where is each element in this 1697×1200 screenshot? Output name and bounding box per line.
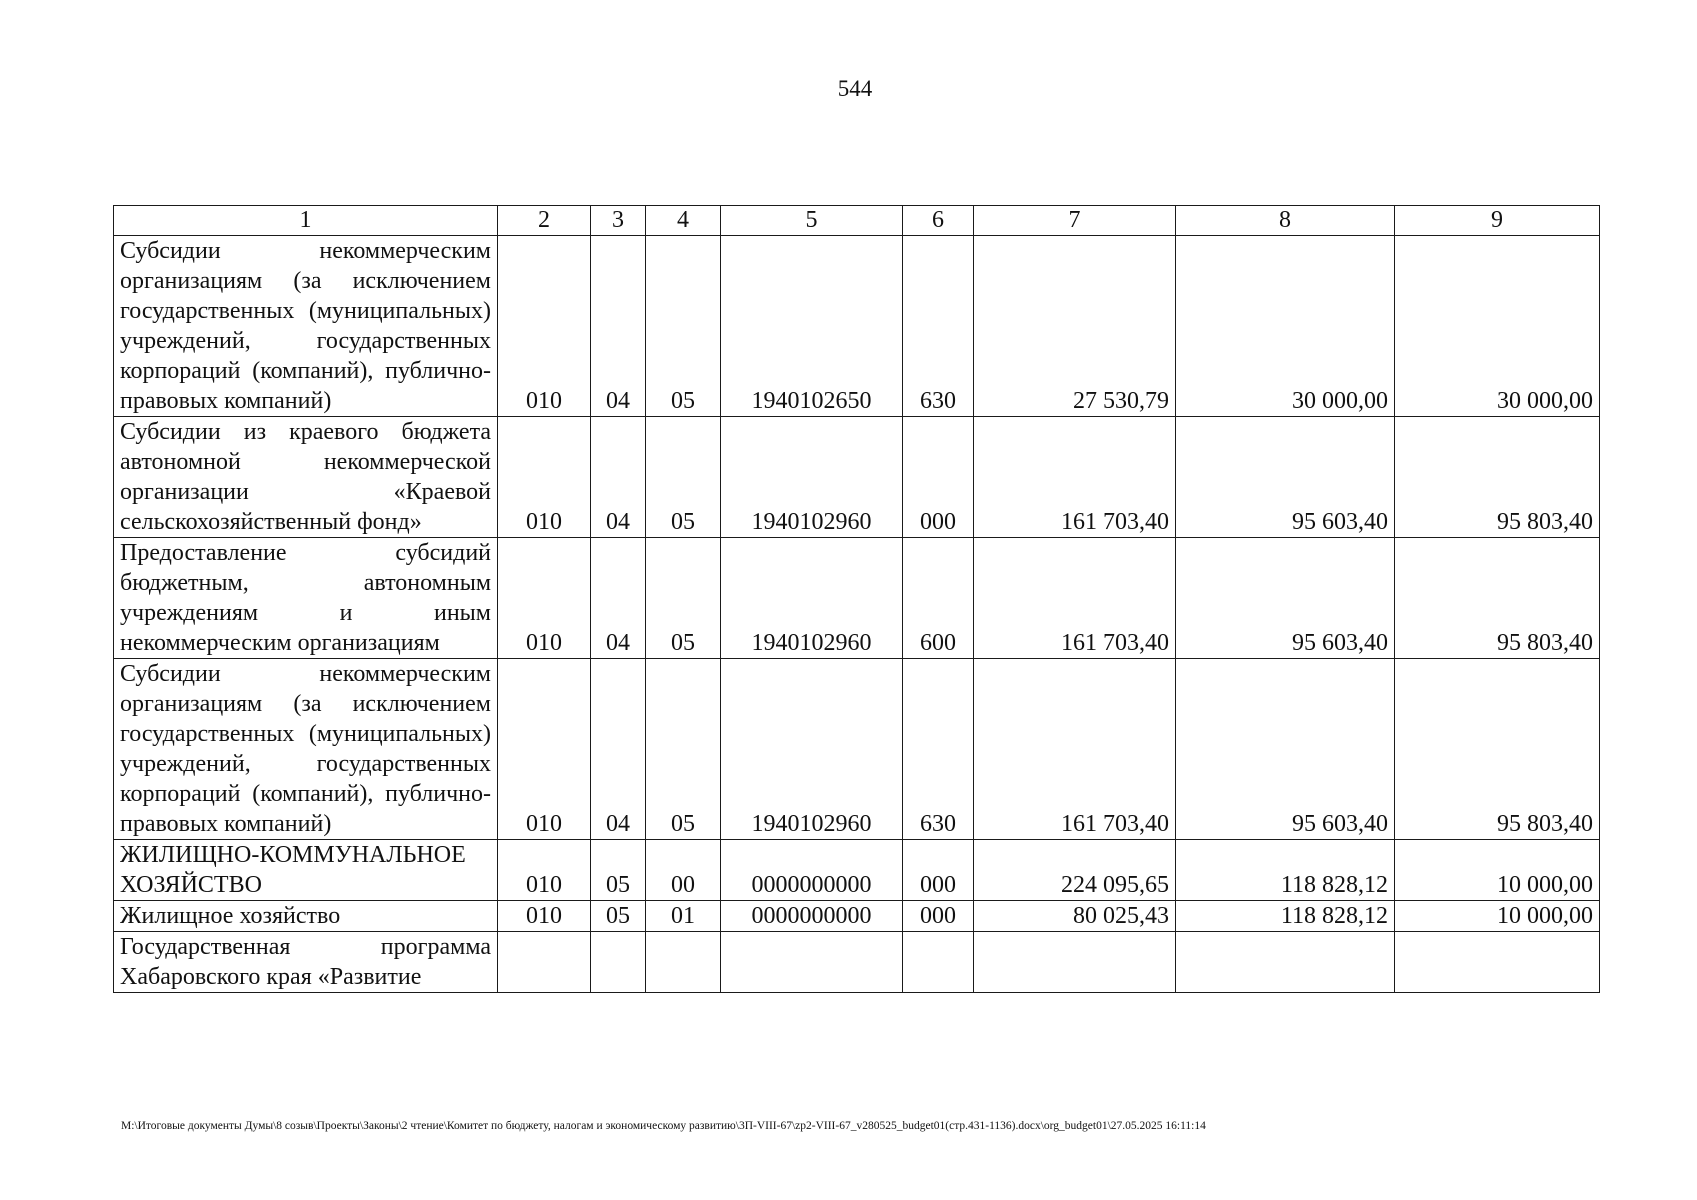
table-row xyxy=(114,840,1600,901)
cell-ministry-code: 010 xyxy=(498,659,591,840)
cell-ministry-code xyxy=(498,932,591,993)
row-name: Предоставление субсидий бюджетным, автономным учреждениям и иным некоммерческим организациям xyxy=(114,538,498,659)
cell-subsection-code: 05 xyxy=(646,417,721,538)
cell-section-code: 04 xyxy=(591,659,646,840)
row-name: Жилищное хозяйство xyxy=(114,901,498,932)
cell-subsection-code: 05 xyxy=(646,538,721,659)
cell-amount-col7 xyxy=(974,932,1176,993)
column-header: 4 xyxy=(646,206,721,236)
document-file-path: M:\Итоговые документы Думы\8 созыв\Проекты\Законы\2 чтение\Комитет по бюджету, налогам и экономическому развитию\3П-VIII-67\zp2-VIII-67_v280525_budget01(стр.431-1136).docx\org_budget01\27.05.2025 16:11:14 xyxy=(121,1120,1206,1132)
column-header: 1 xyxy=(114,206,498,236)
cell-amount-col9 xyxy=(1395,932,1600,993)
column-header: 8 xyxy=(1176,206,1395,236)
page-number: 544 xyxy=(837,76,873,101)
cell-amount-col7: 80 025,43 xyxy=(974,901,1176,932)
cell-target-code xyxy=(721,932,903,993)
cell-section-code: 04 xyxy=(591,417,646,538)
cell-amount-col8: 118 828,12 xyxy=(1176,840,1395,901)
cell-ministry-code: 010 xyxy=(498,840,591,901)
cell-amount-col7: 224 095,65 xyxy=(974,840,1176,901)
cell-ministry-code: 010 xyxy=(498,538,591,659)
cell-amount-col9: 30 000,00 xyxy=(1395,236,1600,417)
cell-expense-type: 630 xyxy=(903,236,974,417)
cell-expense-type: 000 xyxy=(903,901,974,932)
cell-amount-col7: 161 703,40 xyxy=(974,417,1176,538)
row-name: ЖИЛИЩНО-КОММУНАЛЬНОЕ ХОЗЯЙСТВО xyxy=(114,840,498,901)
cell-amount-col9: 95 803,40 xyxy=(1395,538,1600,659)
cell-target-code: 1940102960 xyxy=(721,659,903,840)
cell-amount-col7: 161 703,40 xyxy=(974,538,1176,659)
cell-expense-type: 630 xyxy=(903,659,974,840)
cell-section-code: 04 xyxy=(591,236,646,417)
cell-target-code: 1940102960 xyxy=(721,538,903,659)
cell-expense-type: 600 xyxy=(903,538,974,659)
cell-subsection-code xyxy=(646,932,721,993)
row-name: Субсидии некоммерческим организациям (за исключением государственных (муниципальных) учреждений, государственных корпораций (компаний), публично-правовых компаний) xyxy=(114,659,498,840)
cell-target-code: 1940102960 xyxy=(721,417,903,538)
cell-ministry-code: 010 xyxy=(498,417,591,538)
cell-subsection-code: 00 xyxy=(646,840,721,901)
cell-subsection-code: 05 xyxy=(646,659,721,840)
cell-section-code: 05 xyxy=(591,901,646,932)
cell-amount-col7: 161 703,40 xyxy=(974,659,1176,840)
cell-amount-col8: 118 828,12 xyxy=(1176,901,1395,932)
table-row xyxy=(114,236,1600,417)
cell-expense-type xyxy=(903,932,974,993)
column-header: 6 xyxy=(903,206,974,236)
cell-section-code: 05 xyxy=(591,840,646,901)
cell-target-code: 0000000000 xyxy=(721,840,903,901)
cell-amount-col8 xyxy=(1176,932,1395,993)
cell-subsection-code: 05 xyxy=(646,236,721,417)
cell-amount-col9: 95 803,40 xyxy=(1395,659,1600,840)
cell-subsection-code: 01 xyxy=(646,901,721,932)
table-row xyxy=(114,932,1600,993)
cell-target-code: 1940102650 xyxy=(721,236,903,417)
table-row xyxy=(114,659,1600,840)
row-name: Субсидии из краевого бюджета автономной некоммерческой организации «Краевой сельскохозяйственный фонд» xyxy=(114,417,498,538)
cell-amount-col9: 10 000,00 xyxy=(1395,901,1600,932)
row-name: Субсидии некоммерческим организациям (за исключением государственных (муниципальных) учреждений, государственных корпораций (компаний), публично-правовых компаний) xyxy=(114,236,498,417)
cell-expense-type: 000 xyxy=(903,840,974,901)
column-header: 9 xyxy=(1395,206,1600,236)
table-row xyxy=(114,901,1600,932)
table-row xyxy=(114,538,1600,659)
cell-amount-col8: 95 603,40 xyxy=(1176,417,1395,538)
cell-amount-col7: 27 530,79 xyxy=(974,236,1176,417)
row-name: Государственная программа Хабаровского края «Развитие xyxy=(114,932,498,993)
cell-amount-col8: 95 603,40 xyxy=(1176,659,1395,840)
cell-target-code: 0000000000 xyxy=(721,901,903,932)
cell-section-code xyxy=(591,932,646,993)
cell-amount-col8: 95 603,40 xyxy=(1176,538,1395,659)
column-header: 7 xyxy=(974,206,1176,236)
cell-amount-col9: 95 803,40 xyxy=(1395,417,1600,538)
cell-section-code: 04 xyxy=(591,538,646,659)
table-row xyxy=(114,417,1600,538)
column-header: 3 xyxy=(591,206,646,236)
cell-amount-col9: 10 000,00 xyxy=(1395,840,1600,901)
cell-ministry-code: 010 xyxy=(498,901,591,932)
cell-expense-type: 000 xyxy=(903,417,974,538)
cell-amount-col8: 30 000,00 xyxy=(1176,236,1395,417)
column-header: 2 xyxy=(498,206,591,236)
budget-table xyxy=(113,205,1600,993)
column-header: 5 xyxy=(721,206,903,236)
table-header-row xyxy=(114,206,1600,236)
cell-ministry-code: 010 xyxy=(498,236,591,417)
